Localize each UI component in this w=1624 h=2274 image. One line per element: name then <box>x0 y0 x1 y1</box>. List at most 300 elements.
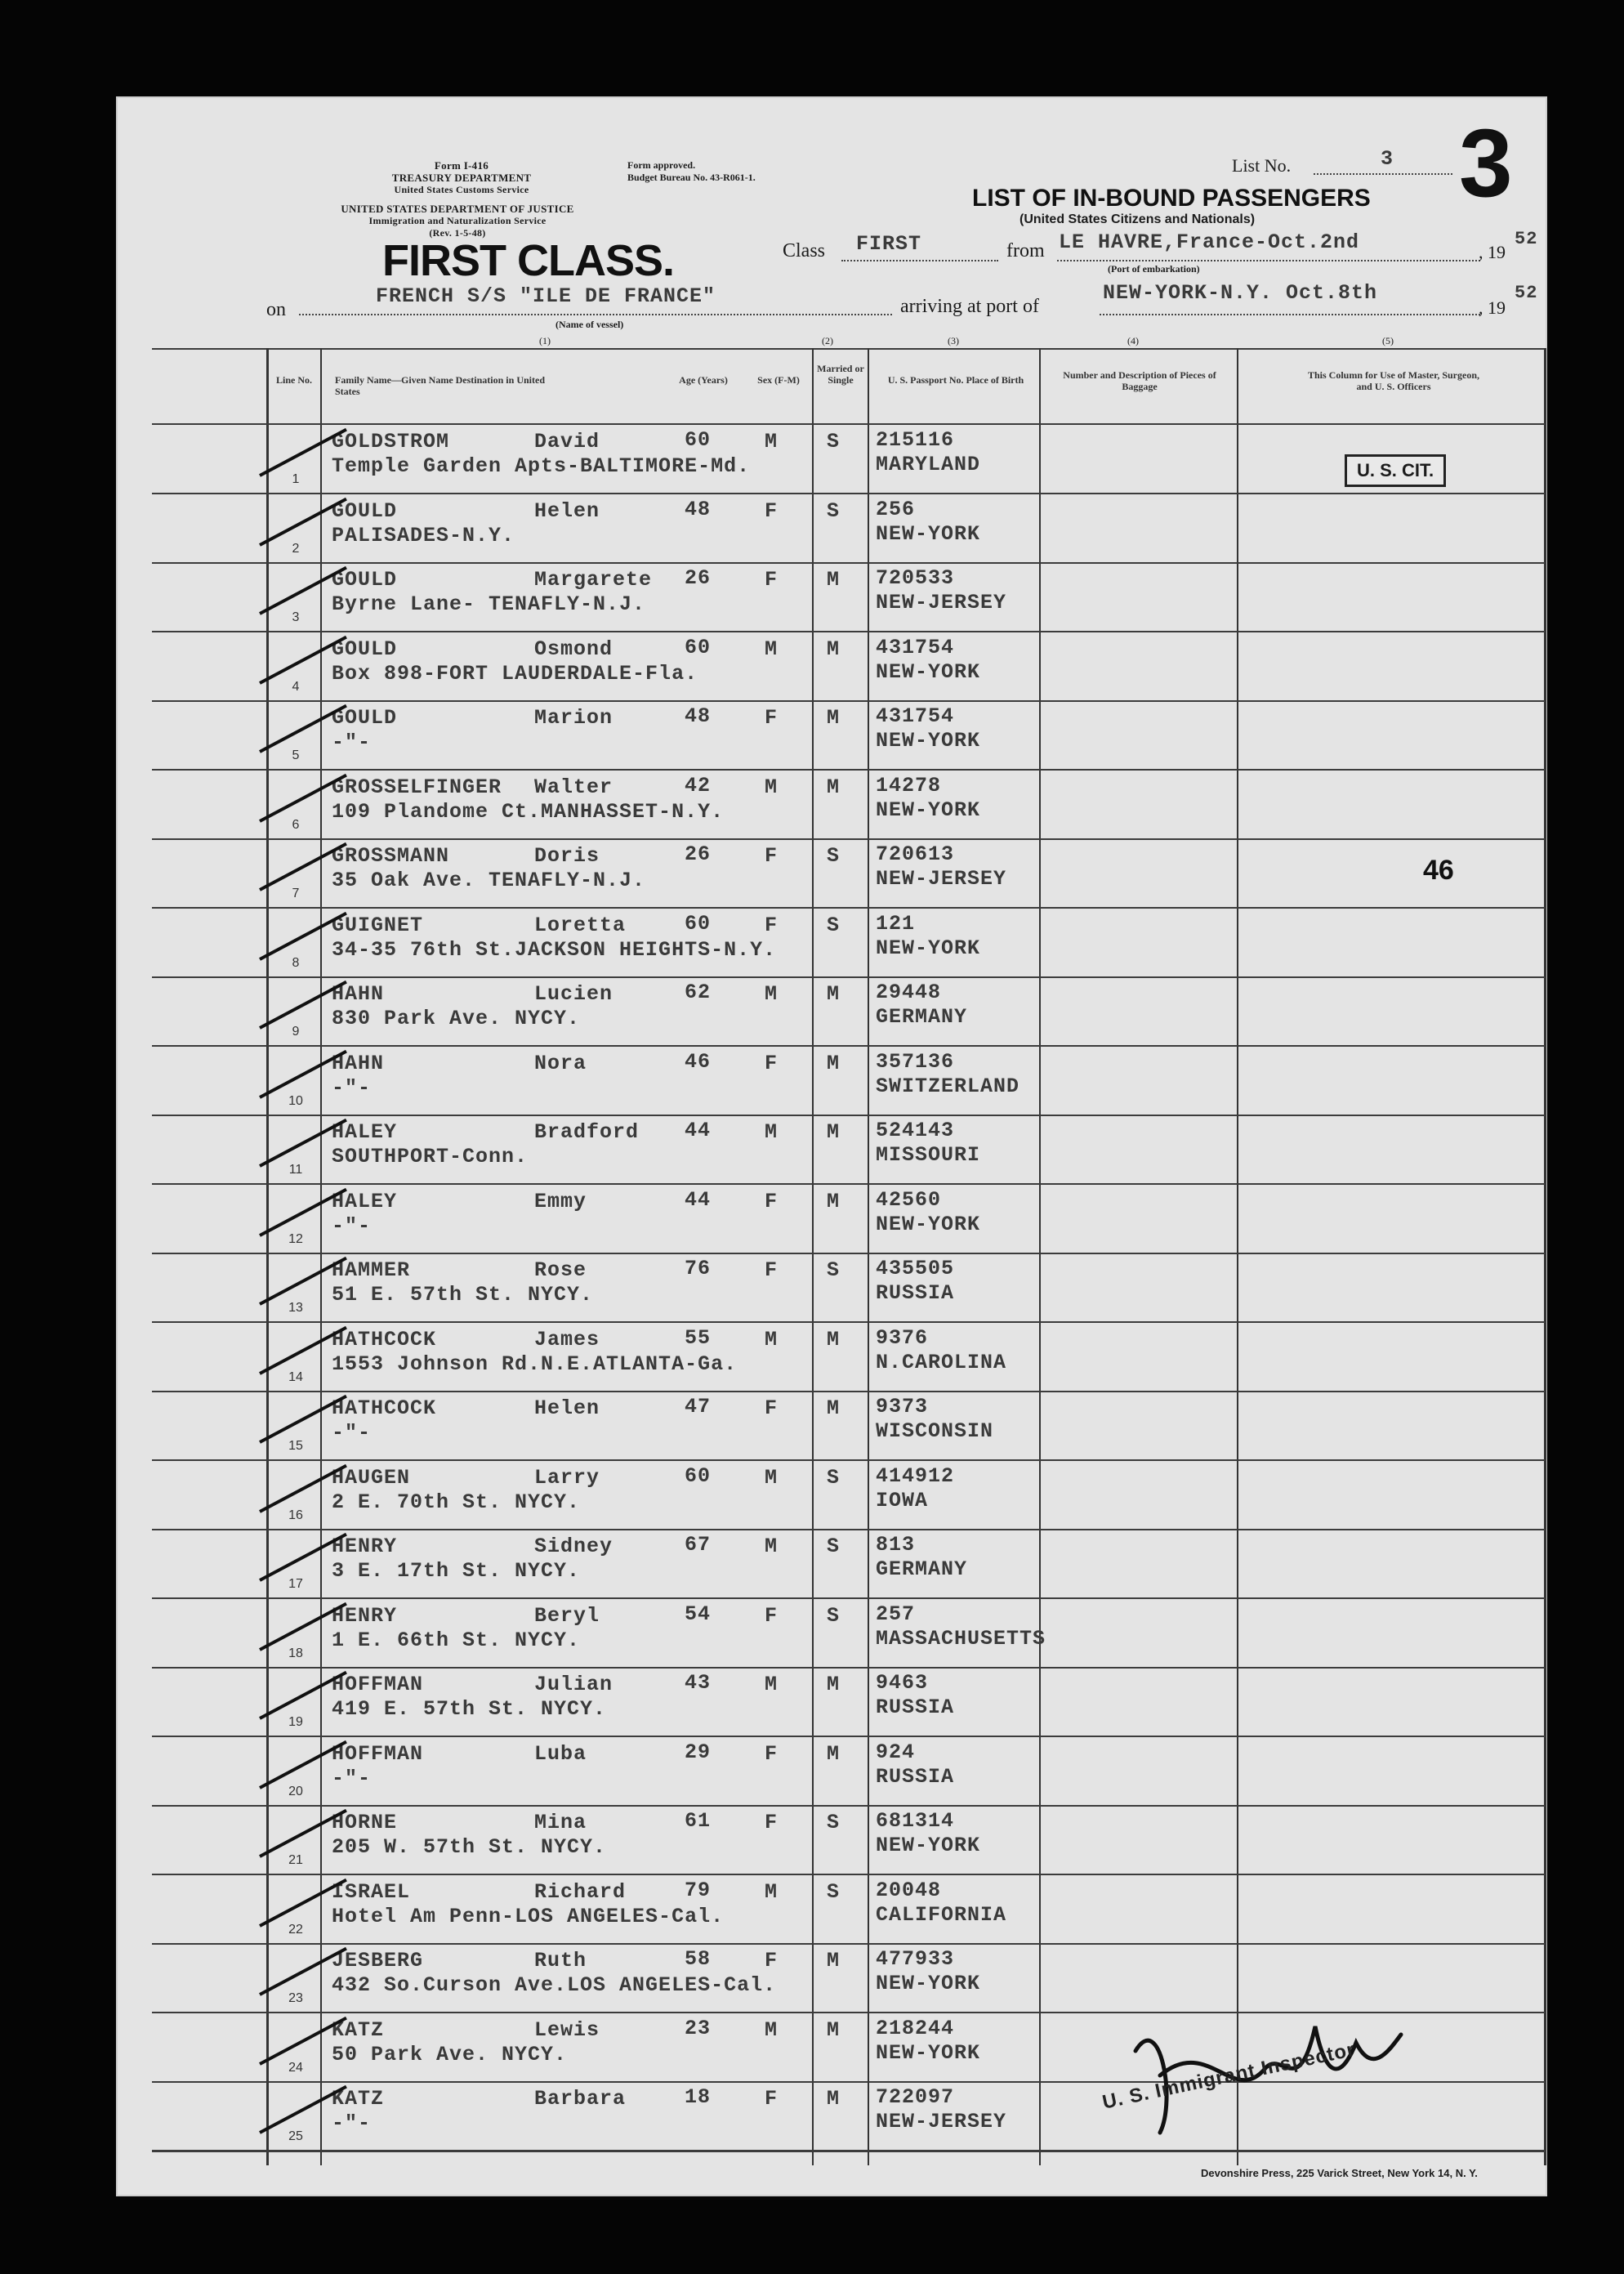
first-class-stamp: FIRST CLASS. <box>382 236 675 285</box>
marital-status: M <box>827 1742 841 1766</box>
given-name: Larry <box>534 1466 600 1490</box>
family-name: HAMMER <box>332 1258 411 1282</box>
place-of-birth: SWITZERLAND <box>876 1074 1020 1098</box>
row-divider <box>152 907 1546 909</box>
given-name: Julian <box>534 1673 613 1696</box>
row-divider <box>152 1391 1546 1392</box>
row-divider <box>152 769 1546 771</box>
family-name: HATHCOCK <box>332 1396 437 1420</box>
form-header-justice <box>270 203 645 239</box>
age: 67 <box>685 1533 712 1557</box>
marital-status: S <box>827 430 841 453</box>
us-citizen-stamp: U. S. CIT. <box>1345 454 1446 487</box>
passport-number: 9373 <box>876 1395 929 1418</box>
passport-number: 257 <box>876 1602 916 1626</box>
row-divider <box>152 1529 1546 1530</box>
destination: -"- <box>332 1076 372 1100</box>
given-name: Luba <box>534 1742 587 1766</box>
row-divider <box>152 838 1546 840</box>
age: 48 <box>685 704 712 728</box>
given-name: Loretta <box>534 914 627 937</box>
dept-justice: UNITED STATES DEPARTMENT OF JUSTICE <box>341 203 574 215</box>
arriving-label: arriving at port of <box>900 296 1039 317</box>
passport-number: 9376 <box>876 1326 929 1350</box>
destination: -"- <box>332 1214 372 1238</box>
row-divider <box>152 2150 1546 2152</box>
given-name: Lewis <box>534 2018 600 2042</box>
sex: M <box>765 775 779 799</box>
given-name: Mina <box>534 1811 587 1834</box>
col-divider <box>1039 348 1041 2165</box>
port-embark-caption: (Port of embarkation) <box>1108 263 1200 275</box>
family-name: HAHN <box>332 1052 385 1075</box>
age: 29 <box>685 1740 712 1764</box>
line-number: 3 <box>292 610 300 624</box>
from-label: from <box>1006 240 1045 261</box>
given-name: Sidney <box>534 1535 613 1558</box>
row-divider <box>152 631 1546 632</box>
marital-status: S <box>827 1880 841 1904</box>
line-number: 22 <box>288 1923 303 1937</box>
destination: 830 Park Ave. NYCY. <box>332 1007 581 1030</box>
line-number: 11 <box>288 1163 303 1177</box>
given-name: Emmy <box>534 1190 587 1213</box>
family-name: HALEY <box>332 1190 398 1213</box>
given-name: Osmond <box>534 637 613 661</box>
age: 42 <box>685 774 712 797</box>
col-divider <box>868 348 869 2165</box>
class-value: FIRST <box>856 232 922 256</box>
destination: 2 E. 70th St. NYCY. <box>332 1490 581 1514</box>
passport-number: 9463 <box>876 1671 929 1695</box>
list-no-label: List No. <box>1232 155 1292 176</box>
document-subtitle: (United States Citizens and Nationals) <box>1019 212 1256 226</box>
row-divider <box>152 1805 1546 1807</box>
table-left-border <box>266 348 269 2165</box>
line-number: 2 <box>292 542 300 556</box>
row-divider <box>152 1874 1546 1875</box>
sex: F <box>765 1742 779 1766</box>
family-name: JESBERG <box>332 1949 424 1972</box>
col-number-5: (5) <box>1382 335 1394 346</box>
given-name: Margarete <box>534 568 653 592</box>
place-of-birth: MARYLAND <box>876 453 981 476</box>
marital-status: M <box>827 1052 841 1075</box>
place-of-birth: WISCONSIN <box>876 1419 994 1443</box>
marital-status: S <box>827 1258 841 1282</box>
family-name: KATZ <box>332 2018 385 2042</box>
line-number: 18 <box>288 1646 303 1660</box>
given-name: David <box>534 430 600 453</box>
dept-ins: Immigration and Naturalization Service <box>368 215 547 226</box>
line-number: 10 <box>288 1094 303 1108</box>
form-number: Form I-416 <box>434 159 489 172</box>
passport-number: 42560 <box>876 1188 942 1212</box>
row-divider <box>152 1183 1546 1185</box>
header-age: Age (Years) <box>679 374 728 386</box>
place-of-birth: NEW-YORK <box>876 936 981 960</box>
col-number-3: (3) <box>948 335 959 346</box>
family-name: GOULD <box>332 706 398 730</box>
given-name: Barbara <box>534 2087 627 2111</box>
age: 23 <box>685 2017 712 2040</box>
destination: 109 Plandome Ct.MANHASSET-N.Y. <box>332 800 725 824</box>
passport-number: 20048 <box>876 1879 942 1902</box>
passport-number: 29448 <box>876 981 942 1004</box>
line-number: 24 <box>288 2061 303 2075</box>
sex: F <box>765 1190 779 1213</box>
place-of-birth: NEW-YORK <box>876 729 981 753</box>
passport-number: 722097 <box>876 2085 955 2109</box>
age: 48 <box>685 498 712 521</box>
row-divider <box>152 1667 1546 1669</box>
marital-status: S <box>827 1811 841 1834</box>
marital-status: S <box>827 499 841 523</box>
line-number: 15 <box>288 1439 303 1453</box>
place-of-birth: NEW-YORK <box>876 798 981 822</box>
row-divider <box>152 1321 1546 1323</box>
destination: 432 So.Curson Ave.LOS ANGELES-Cal. <box>332 1973 777 1997</box>
year-value-1: 52 <box>1515 229 1538 249</box>
destination: SOUTHPORT-Conn. <box>332 1145 529 1168</box>
vessel-name: FRENCH S/S "ILE DE FRANCE" <box>376 284 716 308</box>
header-baggage: Number and Description of Pieces of Baggage <box>1063 369 1216 392</box>
age: 60 <box>685 428 712 452</box>
passport-number: 435505 <box>876 1257 955 1280</box>
line-number: 12 <box>288 1232 303 1246</box>
destination: Temple Garden Apts-BALTIMORE-Md. <box>332 454 751 478</box>
sex: M <box>765 1328 779 1351</box>
age: 54 <box>685 1602 712 1626</box>
row-divider <box>152 1943 1546 1945</box>
marital-status: S <box>827 844 841 868</box>
place-of-birth: RUSSIA <box>876 1765 955 1789</box>
line-number: 1 <box>292 472 300 486</box>
place-of-birth: N.CAROLINA <box>876 1351 1007 1374</box>
passport-number: 14278 <box>876 774 942 797</box>
list-no-line <box>1314 173 1452 175</box>
sex: F <box>765 706 779 730</box>
sex: F <box>765 1396 779 1420</box>
age: 18 <box>685 2085 712 2109</box>
place-of-birth: NEW-YORK <box>876 1972 981 1995</box>
row-divider <box>152 1253 1546 1254</box>
sex: M <box>765 430 779 453</box>
place-of-birth: MISSOURI <box>876 1143 981 1167</box>
place-of-birth: NEW-YORK <box>876 1213 981 1236</box>
destination: PALISADES-N.Y. <box>332 524 515 547</box>
destination: 419 E. 57th St. NYCY. <box>332 1697 607 1721</box>
col-number-4: (4) <box>1127 335 1139 346</box>
marital-status: M <box>827 1120 841 1144</box>
destination: 34-35 76th St.JACKSON HEIGHTS-N.Y. <box>332 938 777 962</box>
place-of-birth: NEW-YORK <box>876 522 981 546</box>
family-name: GUIGNET <box>332 914 424 937</box>
family-name: HOFFMAN <box>332 1742 424 1766</box>
sex: F <box>765 2087 779 2111</box>
passport-number: 924 <box>876 1740 916 1764</box>
row-divider <box>152 1459 1546 1461</box>
age: 61 <box>685 1809 712 1833</box>
sex: F <box>765 844 779 868</box>
given-name: Beryl <box>534 1604 600 1628</box>
given-name: James <box>534 1328 600 1351</box>
place-of-birth: NEW-YORK <box>876 2041 981 2065</box>
header-sex: Sex (F-M) <box>757 374 800 386</box>
line-number: 23 <box>288 1991 303 2005</box>
family-name: GOLDSTROM <box>332 430 450 453</box>
row-divider <box>152 562 1546 564</box>
age: 46 <box>685 1050 712 1074</box>
destination: -"- <box>332 1421 372 1445</box>
approved-line: Form approved. <box>627 159 696 171</box>
passport-number: 218244 <box>876 2017 955 2040</box>
given-name: Helen <box>534 1396 600 1420</box>
destination: 205 W. 57th St. NYCY. <box>332 1835 607 1859</box>
row-divider <box>152 493 1546 494</box>
sex: M <box>765 1535 779 1558</box>
place-of-birth: NEW-JERSEY <box>876 867 1007 891</box>
given-name: Richard <box>534 1880 627 1904</box>
age: 26 <box>685 842 712 866</box>
marital-status: M <box>827 982 841 1006</box>
destination: Byrne Lane- TENAFLY-N.J. <box>332 592 646 616</box>
header-married: Married or Single <box>817 363 864 386</box>
given-name: Bradford <box>534 1120 640 1144</box>
sex: M <box>765 637 779 661</box>
dept-treasury: TREASURY DEPARTMENT <box>391 172 532 184</box>
marital-status: S <box>827 1535 841 1558</box>
destination: -"- <box>332 1767 372 1790</box>
header-name: Family Name—Given Name Destination in United States <box>335 374 545 397</box>
place-of-birth: NEW-JERSEY <box>876 2110 1007 2133</box>
passport-number: 681314 <box>876 1809 955 1833</box>
list-no-handwritten: 3 <box>1459 109 1513 217</box>
marital-status: M <box>827 706 841 730</box>
sex: F <box>765 914 779 937</box>
place-of-birth: RUSSIA <box>876 1281 955 1305</box>
from-value: LE HAVRE,France-Oct.2nd <box>1059 230 1360 254</box>
dept-customs: United States Customs Service <box>394 184 529 195</box>
line-number: 21 <box>288 1853 303 1867</box>
row-divider <box>152 1115 1546 1116</box>
sex: F <box>765 1604 779 1628</box>
passport-number: 357136 <box>876 1050 955 1074</box>
given-name: Nora <box>534 1052 587 1075</box>
passport-number: 256 <box>876 498 916 521</box>
line-number: 17 <box>288 1577 303 1591</box>
marital-status: S <box>827 1466 841 1490</box>
family-name: KATZ <box>332 2087 385 2111</box>
header-officers: This Column for Use of Master, Surgeon, and U. S. Officers <box>1307 369 1479 392</box>
family-name: GOULD <box>332 499 398 523</box>
age: 60 <box>685 636 712 659</box>
class-line <box>841 260 998 261</box>
age: 76 <box>685 1257 712 1280</box>
passport-number: 215116 <box>876 428 955 452</box>
destination: 50 Park Ave. NYCY. <box>332 2043 568 2066</box>
place-of-birth: NEW-YORK <box>876 1834 981 1857</box>
sex: F <box>765 499 779 523</box>
passport-number: 720533 <box>876 566 955 590</box>
place-of-birth: NEW-YORK <box>876 660 981 684</box>
family-name: HAHN <box>332 982 385 1006</box>
given-name: Lucien <box>534 982 613 1006</box>
row-divider <box>152 976 1546 978</box>
family-name: HALEY <box>332 1120 398 1144</box>
year-value-2: 52 <box>1515 283 1538 303</box>
sex: M <box>765 1673 779 1696</box>
sex: M <box>765 2018 779 2042</box>
budget-bureau: Budget Bureau No. 43-R061-1. <box>627 172 756 183</box>
destination: 1 E. 66th St. NYCY. <box>332 1628 581 1652</box>
age: 26 <box>685 566 712 590</box>
passenger-count: 46 <box>1423 855 1454 886</box>
destination: 35 Oak Ave. TENAFLY-N.J. <box>332 869 646 892</box>
sex: M <box>765 1466 779 1490</box>
given-name: Walter <box>534 775 613 799</box>
vessel-caption: (Name of vessel) <box>555 319 624 330</box>
family-name: GOULD <box>332 568 398 592</box>
line-number: 6 <box>292 818 300 832</box>
family-name: HOFFMAN <box>332 1673 424 1696</box>
family-name: ISRAEL <box>332 1880 411 1904</box>
row-divider <box>152 700 1546 702</box>
marital-status: S <box>827 1604 841 1628</box>
place-of-birth: RUSSIA <box>876 1695 955 1719</box>
line-number: 20 <box>288 1785 303 1798</box>
table-right-border <box>1544 348 1546 2165</box>
destination: Hotel Am Penn-LOS ANGELES-Cal. <box>332 1905 725 1928</box>
passport-number: 720613 <box>876 842 955 866</box>
age: 55 <box>685 1326 712 1350</box>
sex: M <box>765 982 779 1006</box>
place-of-birth: CALIFORNIA <box>876 1903 1007 1927</box>
age: 79 <box>685 1879 712 1902</box>
age: 60 <box>685 912 712 936</box>
year-label-1: , 19 <box>1479 242 1506 262</box>
destination: Box 898-FORT LAUDERDALE-Fla. <box>332 662 698 686</box>
header-passport: U. S. Passport No. Place of Birth <box>887 374 1024 386</box>
place-of-birth: MASSACHUSETTS <box>876 1627 1046 1651</box>
place-of-birth: IOWA <box>876 1489 929 1512</box>
passport-number: 431754 <box>876 636 955 659</box>
destination: -"- <box>332 730 372 754</box>
family-name: HORNE <box>332 1811 398 1834</box>
sex: F <box>765 568 779 592</box>
sex: M <box>765 1120 779 1144</box>
line-number: 4 <box>292 680 300 694</box>
row-divider <box>152 1045 1546 1047</box>
family-name: HENRY <box>332 1604 398 1628</box>
sex: F <box>765 1811 779 1834</box>
marital-status: M <box>827 775 841 799</box>
marital-status: M <box>827 1673 841 1696</box>
inspector-caption: U. S. Immigrant Inspector <box>1100 2038 1358 2114</box>
year-label-2: , 19 <box>1479 297 1506 318</box>
line-number: 13 <box>288 1301 303 1315</box>
on-label: on <box>266 299 286 320</box>
row-divider <box>152 1597 1546 1599</box>
family-name: GROSSMANN <box>332 844 450 868</box>
marital-status: M <box>827 1396 841 1420</box>
line-number: 16 <box>288 1508 303 1522</box>
arriving-line <box>1100 314 1480 315</box>
destination: 1553 Johnson Rd.N.E.ATLANTA-Ga. <box>332 1352 738 1376</box>
age: 58 <box>685 1947 712 1971</box>
destination: -"- <box>332 2111 372 2135</box>
list-no-typed: 3 <box>1381 147 1394 171</box>
from-line <box>1057 260 1480 261</box>
given-name: Doris <box>534 844 600 868</box>
marital-status: M <box>827 1328 841 1351</box>
col-divider <box>812 348 814 2165</box>
age: 44 <box>685 1119 712 1142</box>
place-of-birth: GERMANY <box>876 1005 968 1029</box>
passport-number: 431754 <box>876 704 955 728</box>
marital-status: M <box>827 568 841 592</box>
table-top-border <box>152 348 1546 350</box>
document-title: LIST OF IN-BOUND PASSENGERS <box>972 185 1371 212</box>
destination: 51 E. 57th St. NYCY. <box>332 1283 594 1307</box>
sex: M <box>765 1880 779 1904</box>
family-name: HATHCOCK <box>332 1328 437 1351</box>
age: 44 <box>685 1188 712 1212</box>
passport-number: 477933 <box>876 1947 955 1971</box>
sex: F <box>765 1052 779 1075</box>
line-number: 25 <box>288 2129 303 2143</box>
line-number: 5 <box>292 748 300 762</box>
family-name: GOULD <box>332 637 398 661</box>
marital-status: S <box>827 914 841 937</box>
printer-imprint: Devonshire Press, 225 Varick Street, New York 14, N. Y. <box>1201 2167 1478 2179</box>
given-name: Marion <box>534 706 613 730</box>
sex: F <box>765 1258 779 1282</box>
given-name: Rose <box>534 1258 587 1282</box>
vessel-line <box>299 314 892 315</box>
place-of-birth: NEW-JERSEY <box>876 591 1007 614</box>
line-number: 19 <box>288 1715 303 1729</box>
passport-number: 414912 <box>876 1464 955 1488</box>
family-name: HAUGEN <box>332 1466 411 1490</box>
given-name: Helen <box>534 499 600 523</box>
marital-status: M <box>827 637 841 661</box>
place-of-birth: GERMANY <box>876 1557 968 1581</box>
age: 47 <box>685 1395 712 1418</box>
form-header-left <box>364 159 560 196</box>
line-number: 14 <box>288 1370 303 1384</box>
family-name: HENRY <box>332 1535 398 1558</box>
age: 62 <box>685 981 712 1004</box>
line-number: 7 <box>292 887 300 900</box>
line-number: 9 <box>292 1025 300 1039</box>
form-approval <box>627 159 756 184</box>
destination: 3 E. 17th St. NYCY. <box>332 1559 581 1583</box>
age: 60 <box>685 1464 712 1488</box>
passport-number: 121 <box>876 912 916 936</box>
col-number-1: (1) <box>539 335 551 346</box>
arriving-value: NEW-YORK-N.Y. Oct.8th <box>1103 281 1378 305</box>
header-line-no: Line No. <box>275 374 312 386</box>
row-divider <box>152 1736 1546 1737</box>
col-number-2: (2) <box>822 335 833 346</box>
col-divider <box>1237 348 1238 2165</box>
marital-status: M <box>827 2087 841 2111</box>
header-bottom-border <box>152 423 1546 425</box>
line-number: 8 <box>292 956 300 970</box>
marital-status: M <box>827 2018 841 2042</box>
marital-status: M <box>827 1949 841 1972</box>
